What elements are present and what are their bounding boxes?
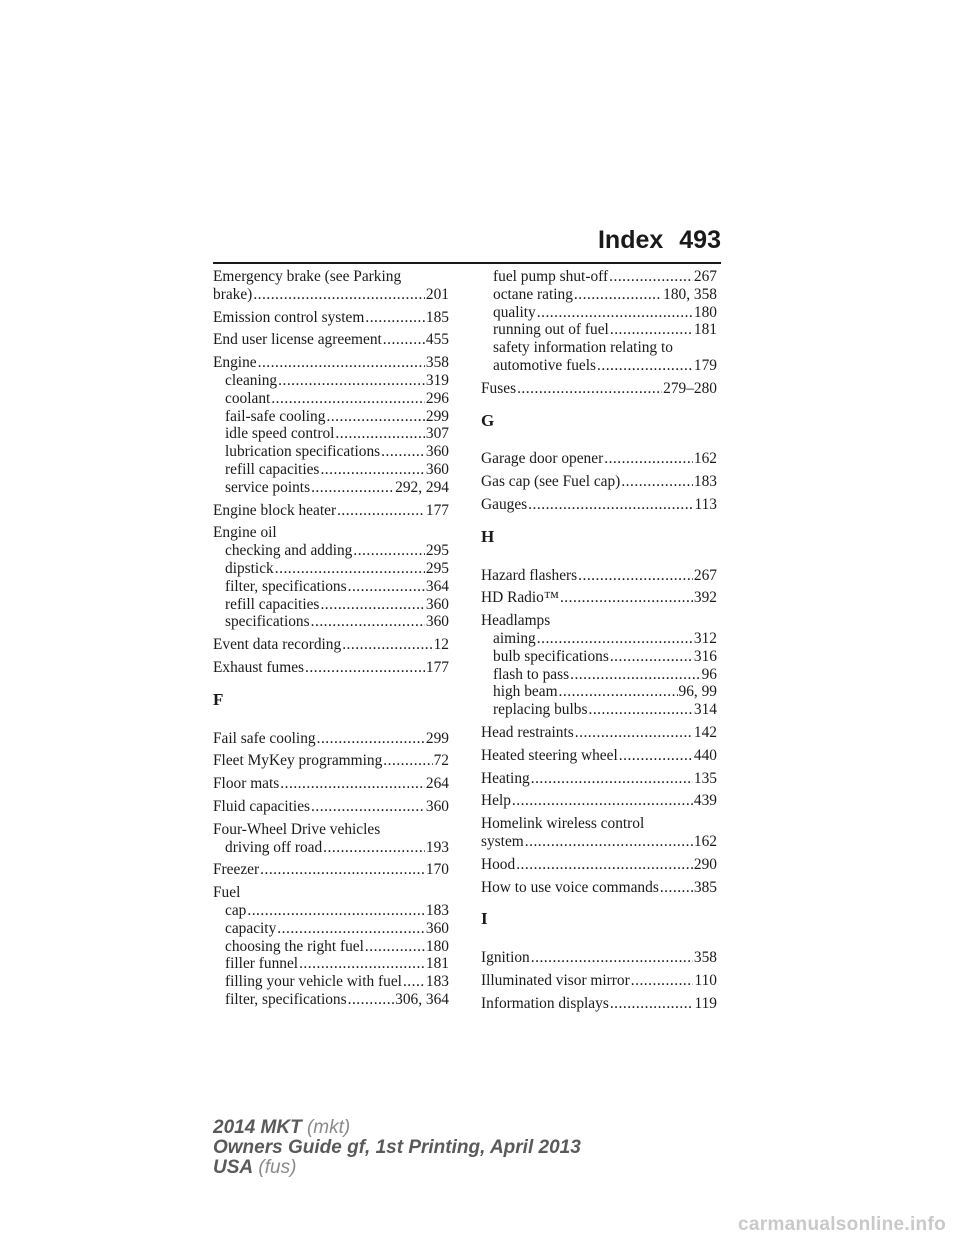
index-entry <box>213 331 449 349</box>
index-entry <box>213 775 449 793</box>
index-column-left <box>213 268 449 1014</box>
entry-label: bulb specifications <box>493 647 609 665</box>
entry-label: specifications <box>225 613 310 631</box>
entry-label: fuel pump shut-off <box>493 268 609 285</box>
dot-leader <box>365 938 425 956</box>
index-entry <box>213 798 449 816</box>
entry-label: cap <box>225 901 247 919</box>
page-reference: 162 <box>693 450 717 468</box>
dot-leader <box>311 798 425 816</box>
page-reference: 162 <box>693 832 717 850</box>
page-reference: 180 <box>425 937 449 955</box>
header-rule <box>213 262 721 264</box>
dot-leader <box>588 701 692 719</box>
index-subentry <box>213 390 449 408</box>
index-block <box>213 636 449 654</box>
page-number: 493 <box>679 226 721 254</box>
page-reference: 110 <box>694 971 717 989</box>
entry-label: octane rating <box>493 285 573 303</box>
page-reference: 135 <box>693 769 717 787</box>
dot-leader <box>381 443 425 461</box>
index-subentry <box>481 339 717 357</box>
entry-label: quality <box>493 303 536 321</box>
dot-leader <box>320 461 424 479</box>
index-block <box>481 450 717 468</box>
entry-label: End user license agreement <box>213 331 382 349</box>
dot-leader <box>277 920 425 938</box>
index-block <box>481 380 717 398</box>
dot-leader <box>335 425 424 443</box>
index-entry <box>213 752 449 770</box>
page-reference: 177 <box>425 658 449 676</box>
index-entry <box>213 502 449 520</box>
index-entry <box>481 879 717 897</box>
index-subentry <box>213 596 449 614</box>
footer-region-code: (fus) <box>258 1157 297 1178</box>
dot-leader <box>660 879 693 897</box>
index-entry <box>213 884 449 902</box>
entry-label: refill capacities <box>225 595 320 613</box>
entry-label: service points <box>225 478 311 496</box>
watermark: carmanualsonline.info <box>738 1214 946 1235</box>
page-reference: 181 <box>693 321 717 339</box>
index-block <box>213 309 449 327</box>
dot-leader <box>305 659 425 677</box>
index-subentry <box>213 461 449 479</box>
index-block <box>213 502 449 520</box>
page-reference: 392 <box>693 589 717 607</box>
dot-leader <box>383 752 432 770</box>
page-reference: 12 <box>433 636 449 654</box>
footer-model: 2014 MKT <box>213 1117 302 1138</box>
index-subentry <box>213 560 449 578</box>
index-block <box>213 775 449 793</box>
index-entry <box>481 473 717 491</box>
index-subentry <box>481 666 717 684</box>
index-subentry <box>213 372 449 390</box>
entry-label: Fuses <box>481 379 517 397</box>
page-reference: 279–280 <box>663 379 717 397</box>
index-block <box>481 949 717 967</box>
index-subentry <box>481 701 717 719</box>
entry-label: filter, specifications <box>225 577 347 595</box>
page-reference: 299 <box>425 729 449 747</box>
index-block <box>481 747 717 765</box>
index-subentry <box>213 613 449 631</box>
index-subentry <box>213 479 449 497</box>
page-reference: 201 <box>425 285 449 303</box>
entry-label: Emission control system <box>213 308 365 326</box>
dot-leader <box>570 666 701 684</box>
page-reference: 119 <box>694 994 717 1012</box>
entry-label: Engine <box>213 354 257 372</box>
page-reference: 264 <box>425 775 449 793</box>
index-subentry <box>213 443 449 461</box>
page-reference: 360 <box>425 613 449 631</box>
index-entry <box>213 659 449 677</box>
index-entry <box>481 792 717 810</box>
dot-leader <box>559 683 678 701</box>
index-block <box>481 792 717 810</box>
index-entry <box>481 747 717 765</box>
entry-label: lubrication specifications <box>225 443 381 461</box>
entry-label: Help <box>481 792 511 810</box>
index-block <box>481 856 717 874</box>
entry-label: choosing the right fuel <box>225 937 364 955</box>
entry-label: Fleet MyKey programming <box>213 752 383 770</box>
index-block <box>481 972 717 990</box>
page-reference: 177 <box>425 501 449 519</box>
entry-label: checking and adding <box>225 542 353 560</box>
index-entry <box>213 309 449 327</box>
dot-leader <box>311 613 425 631</box>
dot-leader <box>574 286 662 304</box>
entry-label: idle speed control <box>225 425 335 443</box>
page-reference: 360 <box>425 797 449 815</box>
index-block <box>213 524 449 631</box>
index-block <box>213 268 449 304</box>
page-reference: 292, 294 <box>395 478 449 496</box>
page-reference: 360 <box>425 919 449 937</box>
entry-label: automotive fuels <box>493 356 597 374</box>
entry-label: driving off road <box>225 838 323 856</box>
dot-leader <box>365 309 425 327</box>
dot-leader <box>247 902 425 920</box>
index-block <box>481 995 717 1013</box>
index-entry <box>213 861 449 879</box>
index-block <box>481 268 717 375</box>
index-subentry <box>481 268 717 286</box>
entry-label: filling your vehicle with fuel <box>225 973 402 991</box>
dot-leader <box>537 304 693 322</box>
entry-label: fail-safe cooling <box>225 407 326 425</box>
index-subentry <box>481 357 717 375</box>
dot-leader <box>258 354 425 372</box>
entry-label: refill capacities <box>225 460 320 478</box>
footer-printing: Owners Guide gf, 1st Printing, April 2013 <box>213 1137 581 1158</box>
dot-leader <box>260 861 425 879</box>
entry-label: dipstick <box>225 559 274 577</box>
page-reference: 299 <box>425 407 449 425</box>
dot-leader <box>299 955 425 973</box>
index-subentry <box>213 425 449 443</box>
dot-leader <box>610 995 694 1013</box>
dot-leader <box>353 542 425 560</box>
page-reference: 364 <box>425 577 449 595</box>
page-reference: 314 <box>693 701 717 719</box>
dot-leader <box>280 775 425 793</box>
page-reference: 185 <box>425 308 449 326</box>
dot-leader <box>275 560 425 578</box>
page-reference: 142 <box>693 723 717 741</box>
entry-label: Head restraints <box>481 723 574 741</box>
entry-label: Exhaust fumes <box>213 658 305 676</box>
index-entry <box>481 995 717 1013</box>
dot-leader <box>631 972 694 990</box>
dot-leader <box>578 567 693 585</box>
entry-label: filler funnel <box>225 955 299 973</box>
footer-region: USA <box>213 1157 254 1178</box>
index-block <box>213 752 449 770</box>
page-reference: 180, 358 <box>663 285 717 303</box>
index-entry <box>481 567 717 585</box>
section-title: Index <box>597 226 664 254</box>
page-reference: 193 <box>425 838 449 856</box>
index-block <box>213 821 449 857</box>
page-reference: 358 <box>425 354 449 372</box>
dot-leader <box>531 949 693 967</box>
page-reference: 113 <box>694 495 717 513</box>
entry-label: Emergency brake (see Parking <box>213 268 402 285</box>
index-block <box>481 724 717 742</box>
page-reference: 290 <box>693 855 717 873</box>
entry-label: replacing bulbs <box>493 701 588 719</box>
index-subentry <box>481 321 717 339</box>
dot-leader <box>560 589 693 607</box>
entry-label: safety information relating to <box>493 339 673 357</box>
dot-leader <box>516 856 693 874</box>
entry-label: Illuminated visor mirror <box>481 971 630 989</box>
page-reference: 316 <box>693 647 717 665</box>
entry-label: system <box>481 832 524 850</box>
dot-leader <box>342 636 432 654</box>
index-entry <box>213 286 449 304</box>
index-entry <box>213 821 449 839</box>
page-reference: 312 <box>693 629 717 647</box>
entry-label: running out of fuel <box>493 321 609 339</box>
index-entry <box>213 354 449 372</box>
index-subentry <box>213 920 449 938</box>
index-subentry <box>481 304 717 322</box>
dot-leader <box>383 331 425 349</box>
index-subentry <box>481 630 717 648</box>
entry-label: Event data recording <box>213 636 342 654</box>
index-block <box>481 473 717 491</box>
index-letter-heading: G <box>481 410 495 430</box>
entry-label: Gauges <box>481 495 528 513</box>
page-reference: 319 <box>425 371 449 389</box>
dot-leader <box>403 973 425 991</box>
entry-label: coolant <box>225 389 271 407</box>
entry-label: Heated steering wheel <box>481 746 618 764</box>
entry-label: Heating <box>481 769 530 787</box>
footer-model-code: (mkt) <box>306 1117 351 1138</box>
dot-leader <box>271 390 425 408</box>
index-block <box>481 879 717 897</box>
index-subentry <box>481 286 717 304</box>
entry-label: flash to pass <box>493 665 570 683</box>
index-subentry <box>213 991 449 1009</box>
page-reference: 181 <box>425 955 449 973</box>
index-block <box>213 730 449 748</box>
index-block <box>481 815 717 851</box>
index-subentry <box>213 955 449 973</box>
entry-label: cleaning <box>225 371 278 389</box>
entry-label: Four-Wheel Drive vehicles <box>213 820 381 838</box>
index-block <box>213 354 449 496</box>
page-reference: 170 <box>425 861 449 879</box>
index-entry <box>213 730 449 748</box>
page-reference: 360 <box>425 443 449 461</box>
index-entry <box>481 589 717 607</box>
index-block <box>481 589 717 607</box>
dot-leader <box>610 321 693 339</box>
index-subentry <box>213 408 449 426</box>
page-reference: 267 <box>693 268 717 285</box>
dot-leader <box>323 839 425 857</box>
entry-label: Fuel <box>213 884 241 902</box>
index-subentry <box>481 683 717 701</box>
index-entry <box>213 524 449 542</box>
index-subentry <box>213 902 449 920</box>
entry-label: aiming <box>493 629 536 647</box>
index-block <box>213 884 449 1009</box>
dot-leader <box>320 596 424 614</box>
page-reference: 306, 364 <box>395 990 449 1008</box>
entry-label: Fail safe cooling <box>213 729 316 747</box>
index-entry <box>481 380 717 398</box>
page-reference: 360 <box>425 595 449 613</box>
index-block <box>481 567 717 585</box>
entry-label: Garage door opener <box>481 450 604 468</box>
index-column-right <box>481 268 717 1018</box>
dot-leader <box>512 792 693 810</box>
dot-leader <box>326 408 424 426</box>
page-reference: 440 <box>693 746 717 764</box>
index-subentry <box>213 578 449 596</box>
index-subentry <box>213 542 449 560</box>
index-letter-heading: H <box>481 526 495 546</box>
index-block <box>213 861 449 879</box>
dot-leader <box>621 473 693 491</box>
index-subentry <box>213 938 449 956</box>
dot-leader <box>337 502 425 520</box>
page-reference: 439 <box>693 792 717 810</box>
entry-label: capacity <box>225 919 277 937</box>
index-block <box>213 659 449 677</box>
page-reference: 295 <box>425 559 449 577</box>
index-block <box>481 612 717 719</box>
index-entry <box>213 636 449 654</box>
dot-leader <box>528 496 693 514</box>
index-block <box>213 798 449 816</box>
index-entry <box>481 972 717 990</box>
entry-label: high beam <box>493 683 558 701</box>
page-reference: 360 <box>425 460 449 478</box>
dot-leader <box>537 630 693 648</box>
page-reference: 385 <box>693 878 717 896</box>
dot-leader <box>597 357 693 375</box>
index-entry <box>481 770 717 788</box>
entry-label: Headlamps <box>481 612 551 630</box>
index-entry <box>481 856 717 874</box>
page-header <box>213 226 721 255</box>
document-footer <box>213 1118 581 1178</box>
index-block <box>213 331 449 349</box>
entry-label: How to use voice commands <box>481 878 659 896</box>
page-reference: 455 <box>425 331 449 349</box>
entry-label: filter, specifications <box>225 990 347 1008</box>
page-reference: 180 <box>693 303 717 321</box>
index-entry <box>213 268 449 286</box>
page-reference: 72 <box>433 752 449 770</box>
index-entry <box>481 496 717 514</box>
entry-label: Homelink wireless control <box>481 815 645 833</box>
entry-label: Fluid capacities <box>213 797 311 815</box>
entry-label: Information displays <box>481 994 609 1012</box>
dot-leader <box>604 450 693 468</box>
entry-label: Gas cap (see Fuel cap) <box>481 473 621 491</box>
page-reference: 358 <box>693 949 717 967</box>
dot-leader <box>348 991 395 1009</box>
dot-leader <box>317 730 425 748</box>
dot-leader <box>609 268 693 286</box>
page-reference: 267 <box>693 566 717 584</box>
page-reference: 296 <box>425 389 449 407</box>
index-entry <box>481 815 717 833</box>
index-subentry <box>213 973 449 991</box>
entry-label: brake) <box>213 285 253 303</box>
page-reference: 96, 99 <box>678 683 717 701</box>
entry-label: Engine block heater <box>213 501 337 519</box>
page-reference: 179 <box>693 356 717 374</box>
index-entry <box>481 612 717 630</box>
entry-label: HD Radio™ <box>481 589 559 607</box>
dot-leader <box>531 770 693 788</box>
page-reference: 295 <box>425 542 449 560</box>
page-reference: 183 <box>425 973 449 991</box>
dot-leader <box>348 578 425 596</box>
dot-leader <box>610 648 693 666</box>
index-entry <box>481 949 717 967</box>
dot-leader <box>619 747 693 765</box>
index-block <box>481 770 717 788</box>
dot-leader <box>278 372 425 390</box>
dot-leader <box>575 724 693 742</box>
index-letter-heading: F <box>213 689 224 709</box>
dot-leader <box>525 833 693 851</box>
entry-label: Ignition <box>481 949 530 967</box>
index-letter-heading: I <box>481 909 488 929</box>
page-reference: 183 <box>693 473 717 491</box>
index-entry <box>481 724 717 742</box>
index-entry <box>481 833 717 851</box>
page-reference: 96 <box>701 665 717 683</box>
page-reference: 307 <box>425 425 449 443</box>
index-subentry <box>213 839 449 857</box>
dot-leader <box>311 479 394 497</box>
entry-label: Hood <box>481 855 516 873</box>
dot-leader <box>517 380 662 398</box>
entry-label: Floor mats <box>213 775 280 793</box>
page-reference: 183 <box>425 901 449 919</box>
entry-label: Freezer <box>213 861 260 879</box>
index-entry <box>481 450 717 468</box>
entry-label: Hazard flashers <box>481 566 578 584</box>
entry-label: Engine oil <box>213 524 277 542</box>
dot-leader <box>253 286 425 304</box>
index-subentry <box>481 648 717 666</box>
index-block <box>481 496 717 514</box>
